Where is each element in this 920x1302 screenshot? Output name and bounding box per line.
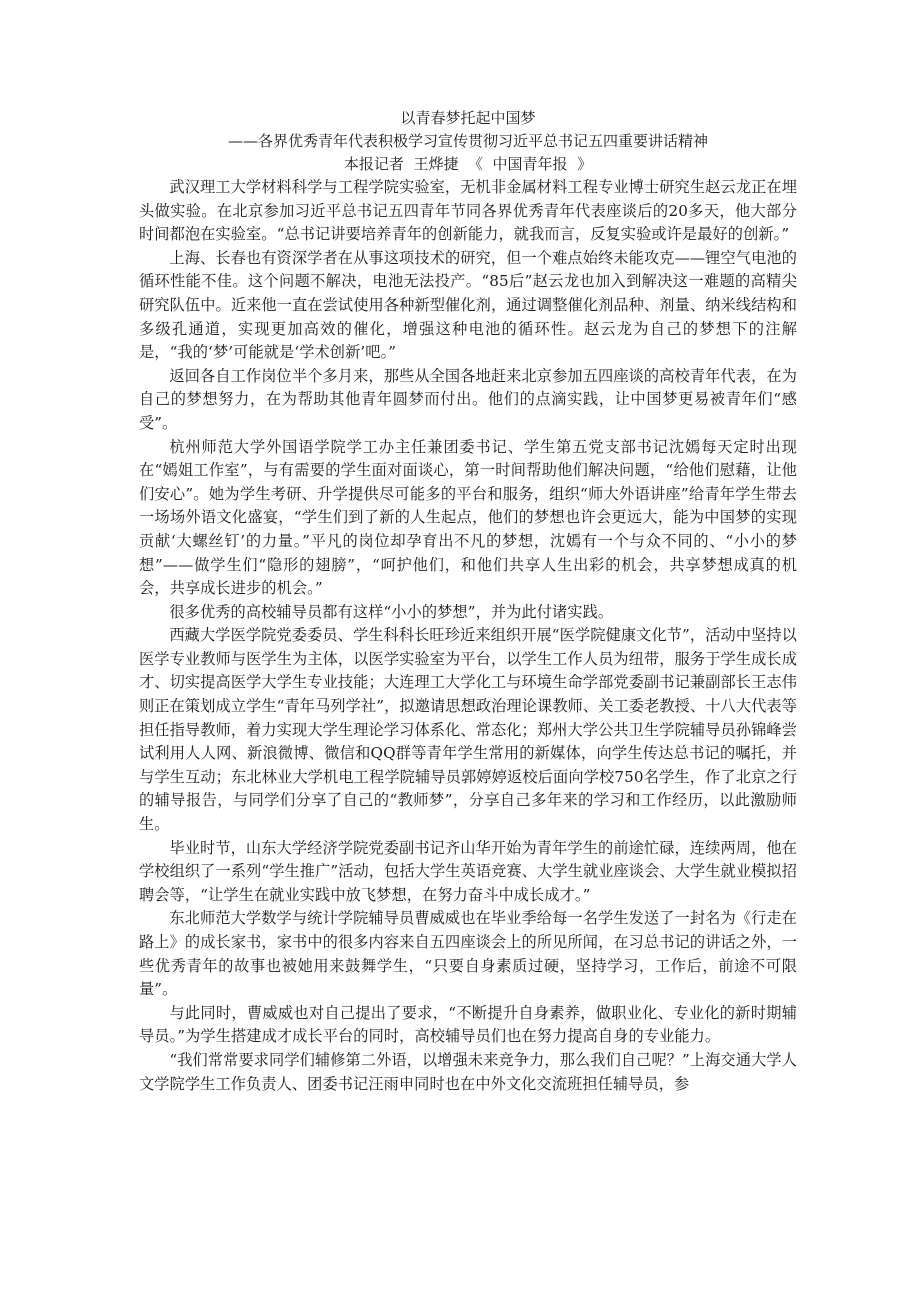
article-subtitle: ——各界优秀青年代表积极学习宣传贯彻习近平总书记五四重要讲话精神 bbox=[227, 132, 708, 150]
paragraph: 上海、长春也有资深学者在从事这项技术的研究，但一个难点始终未能攻克——锂空气电池的循环性能不佳。这个问题不解决，电池无法投产。“85后”赵云龙也加入到解决这一难题的高精尖研究队伍中。近来他一直在尝试使用各种新型催化剂，通过调整催化剂品种、剂量、纳米线结构和多级孔通道，实现更加高效的催化，增强这种电池的循环性。赵云龙为自己的梦想下的注解是，“我的‘梦’可能就是‘学术创新’吧。” bbox=[139, 248, 797, 362]
article-byline: 本报记者 王烨捷 《 中国青年报 》 bbox=[343, 155, 593, 173]
paragraph: 东北师范大学数学与统计学院辅导员曹威威也在毕业季给每一名学生发送了一封名为《行走在路上》的成长家书，家书中的很多内容来自五四座谈会上的所见所闻，在习总书记的讲话之外，一些优秀青年的故事也被她用来鼓舞学生，“只要自身素质过硬，坚持学习，工作后，前途不可限量”。 bbox=[139, 909, 797, 999]
paragraph: 武汉理工大学材料科学与工程学院实验室，无机非金属材料工程专业博士研究生赵云龙正在埋头做实验。在北京参加习近平总书记五四青年节同各界优秀青年代表座谈后的20多天，他大部分时间都泡在实验室。“总书记讲要培养青年的创新能力，就我而言，反复实验或许是最好的创新。” bbox=[139, 178, 797, 244]
paragraph: 与此同时，曹威威也对自己提出了要求，“不断提升自身素养，做职业化、专业化的新时期辅导员。”为学生搭建成才成长平台的同时，高校辅导员们也在努力提高自身的专业能力。 bbox=[139, 1003, 797, 1046]
paragraph: 杭州师范大学外国语学院学工办主任兼团委书记、学生第五党支部书记沈嫣每天定时出现在“嫣姐工作室”，与有需要的学生面对面谈心，第一时间帮助他们解决问题，“给他们慰藉，让他们安心”。她为学生考研、升学提供尽可能多的平台和服务，组织“师大外语讲座”给青年学生带去一场场外语文化盛宴，“学生们到了新的人生起点，他们的梦想也许会更远大，能为中国梦的实现贡献‘大螺丝钉’的力量。”平凡的岗位却孕育出不凡的梦想，沈嫣有一个与众不同的、“小小的梦想”——做学生们“隐形的翅膀”，“呵护他们，和他们共享人生出彩的机会，共享梦想成真的机会，共享成长进步的机会。” bbox=[139, 437, 797, 598]
paragraph: 毕业时节，山东大学经济学院党委副书记齐山华开始为青年学生的前途忙碌，连续两周，他在学校组织了一系列“学生推广”活动，包括大学生英语竞赛、大学生就业座谈会、大学生就业模拟招聘会等，“让学生在就业实践中放飞梦想，在努力奋斗中成长成才。” bbox=[139, 838, 797, 904]
paragraph: 返回各自工作岗位半个多月来，那些从全国各地赶来北京参加五四座谈的高校青年代表，在为自己的梦想努力，在为帮助其他青年圆梦而付出。他们的点滴实践，让中国梦更易被青年们“感受”。 bbox=[139, 366, 797, 432]
paragraph: “我们常常要求同学们辅修第二外语，以增强未来竞争力，那么我们自己呢？”上海交通大学人文学院学生工作负责人、团委书记汪雨申同时也在中外文化交流班担任辅导员，参 bbox=[139, 1050, 797, 1093]
document-page bbox=[139, 107, 797, 1096]
paragraph: 很多优秀的高校辅导员都有这样“小小的梦想”，并为此付诸实践。 bbox=[169, 602, 614, 621]
article-title: 以青春梦托起中国梦 bbox=[400, 109, 536, 127]
paragraph: 西藏大学医学院党委委员、学生科科长旺珍近来组织开展“医学院健康文化节”，活动中坚持以医学专业教师与医学生为主体，以医学实验室为平台，以学生工作人员为纽带，服务于学生成长成才、切实提高医学大学生专业技能；大连理工大学化工与环境生命学部党委副书记兼副部长王志伟则正在策划成立学生“青年马列学社”，拟邀请思想政治理论课教师、关工委老教授、十八大代表等担任指导教师，着力实现大学生理论学习体系化、常态化；郑州大学公共卫生学院辅导员孙锦峰尝试利用人人网、新浪微博、微信和QQ群等青年学生常用的新媒体，向学生传达总书记的嘱托，并与学生互动；东北林业大学机电工程学院辅导员郭婷婷返校后面向学校750名学生，作了北京之行的辅导报告，与同学们分享了自己的“教师梦”，分享自己多年来的学习和工作经历，以此激励师生。 bbox=[139, 626, 797, 834]
